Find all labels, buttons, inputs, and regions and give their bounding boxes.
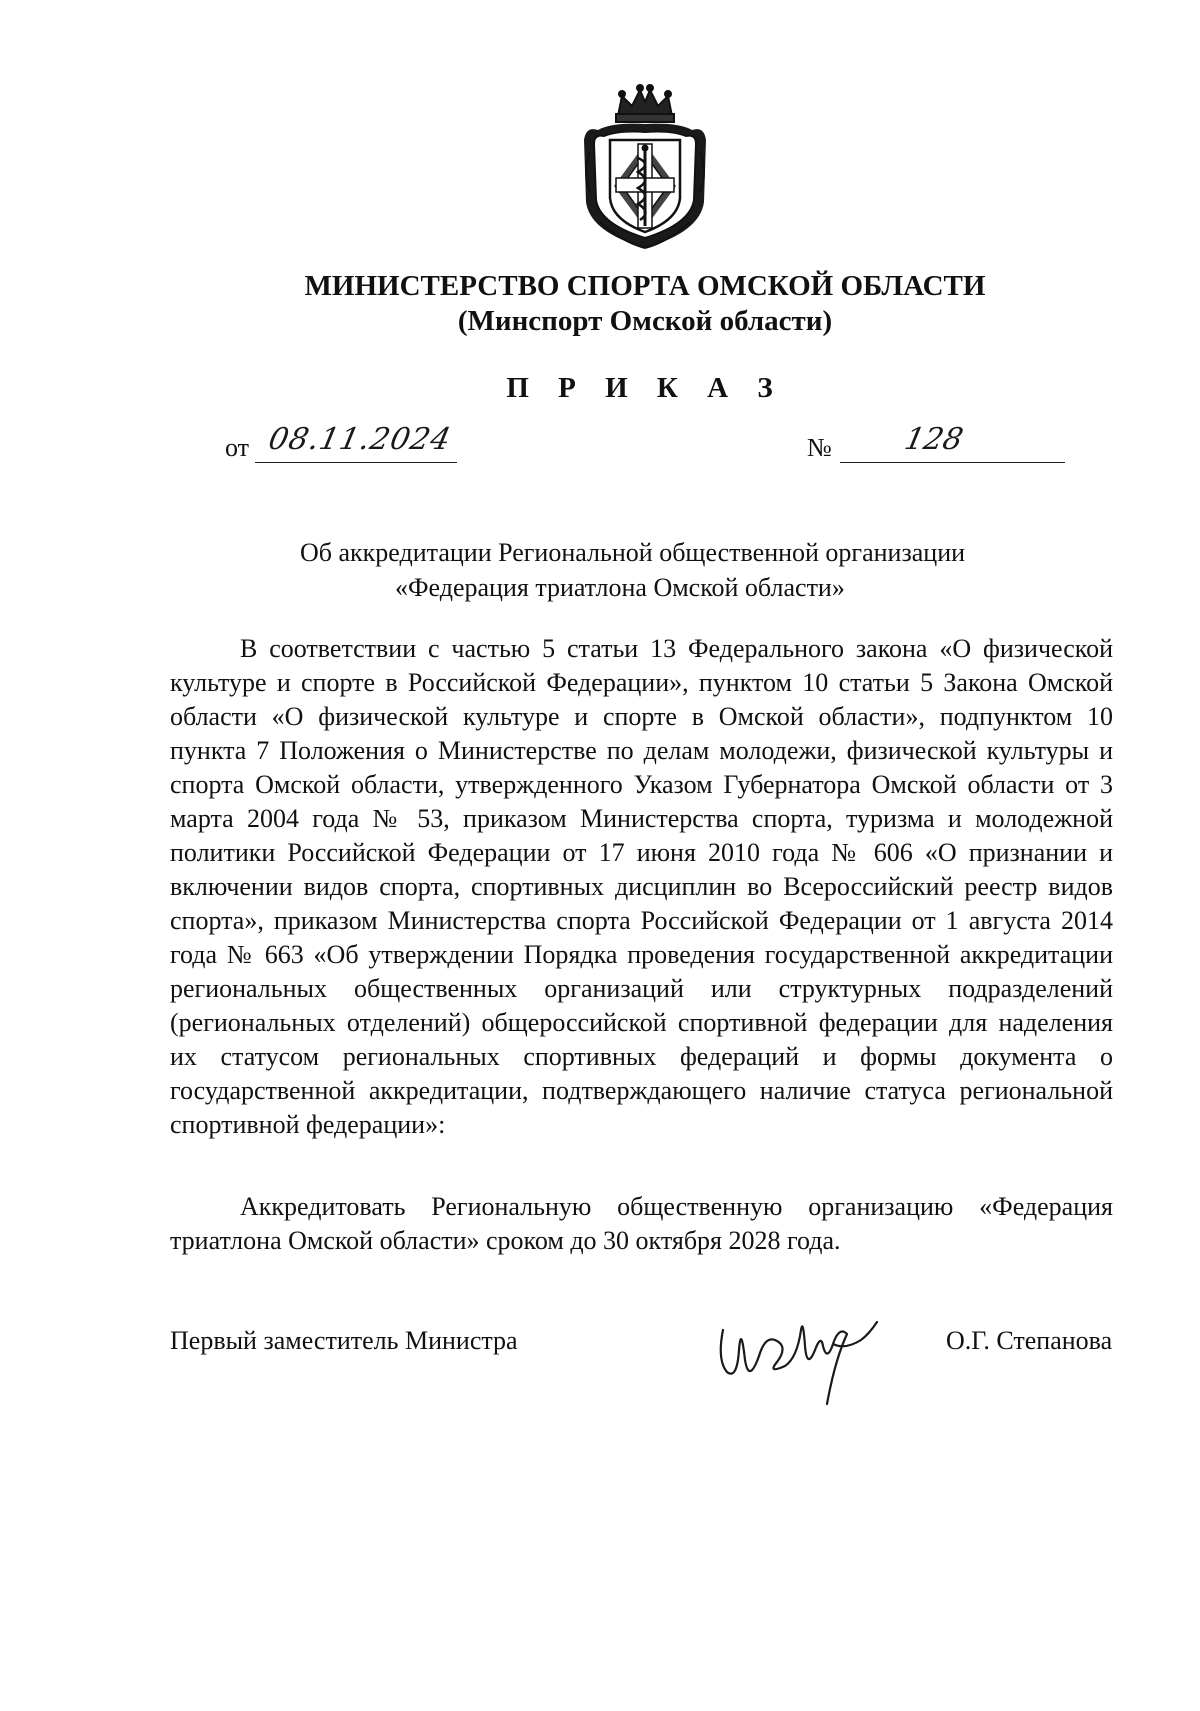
number-underline xyxy=(840,462,1065,463)
ministry-short-name: (Минспорт Омской области) xyxy=(457,305,833,337)
document-type-heading: П Р И К А З xyxy=(506,372,784,404)
ministry-name: МИНИСТЕРСТВО СПОРТА ОМСКОЙ ОБЛАСТИ xyxy=(304,270,986,302)
signatory-position: Первый заместитель Министра xyxy=(170,1326,518,1355)
number-label: № xyxy=(807,433,832,462)
handwritten-signature-icon xyxy=(715,1300,885,1410)
order-date-number-row xyxy=(225,422,1195,472)
subject-line-1: Об аккредитации Региональной общественной организации xyxy=(300,538,966,567)
date-underline xyxy=(255,462,457,463)
order-resolution: Аккредитовать Региональную общественную организацию «Федерация триатлона Омской области» сроком до 30 октября 2028 года. xyxy=(170,1192,1113,1255)
order-date-handwritten: 08.11.2024 xyxy=(265,422,455,457)
signatory-name: О.Г. Степанова xyxy=(946,1326,1113,1355)
subject-line-2: «Федерация триатлона Омской области» xyxy=(395,573,845,602)
coat-of-arms-icon xyxy=(578,82,712,252)
order-number-handwritten: 128 xyxy=(901,422,967,457)
order-preamble: В соответствии с частью 5 статьи 13 Федерального закона «О физической культуре и спорте в Российской Федерации», пунктом 10 статьи 5 Закона Омской области «О физической культуре и спорте в Омской области», подпунктом 10 пункта 7 Положения о Министерстве по делам молодежи, физической культуры и спорта Омской области, утвержденного Указом Губернатора Омской области от 3 марта 2004 года № 53, приказом Министерства спорта, туризма и молодежной политики Российской Федерации от 17 июня 2010 года № 606 «О признании и включении видов спорта, спортивных дисциплин во Всероссийский реестр видов спорта», приказом Министерства спорта Российской Федерации от 1 августа 2014 года № 663 «Об утверждении Порядка проведения государственной аккредитации региональных общественных организаций или структурных подразделений (региональных отделений) общероссийской спортивной федерации для наделения их статусом региональных спортивных федераций и формы документа о государственной аккредитации, подтверждающего наличие статуса региональной спортивной федерации»: xyxy=(170,634,1113,1139)
order-subject xyxy=(300,535,1100,605)
date-label: от xyxy=(225,433,250,462)
